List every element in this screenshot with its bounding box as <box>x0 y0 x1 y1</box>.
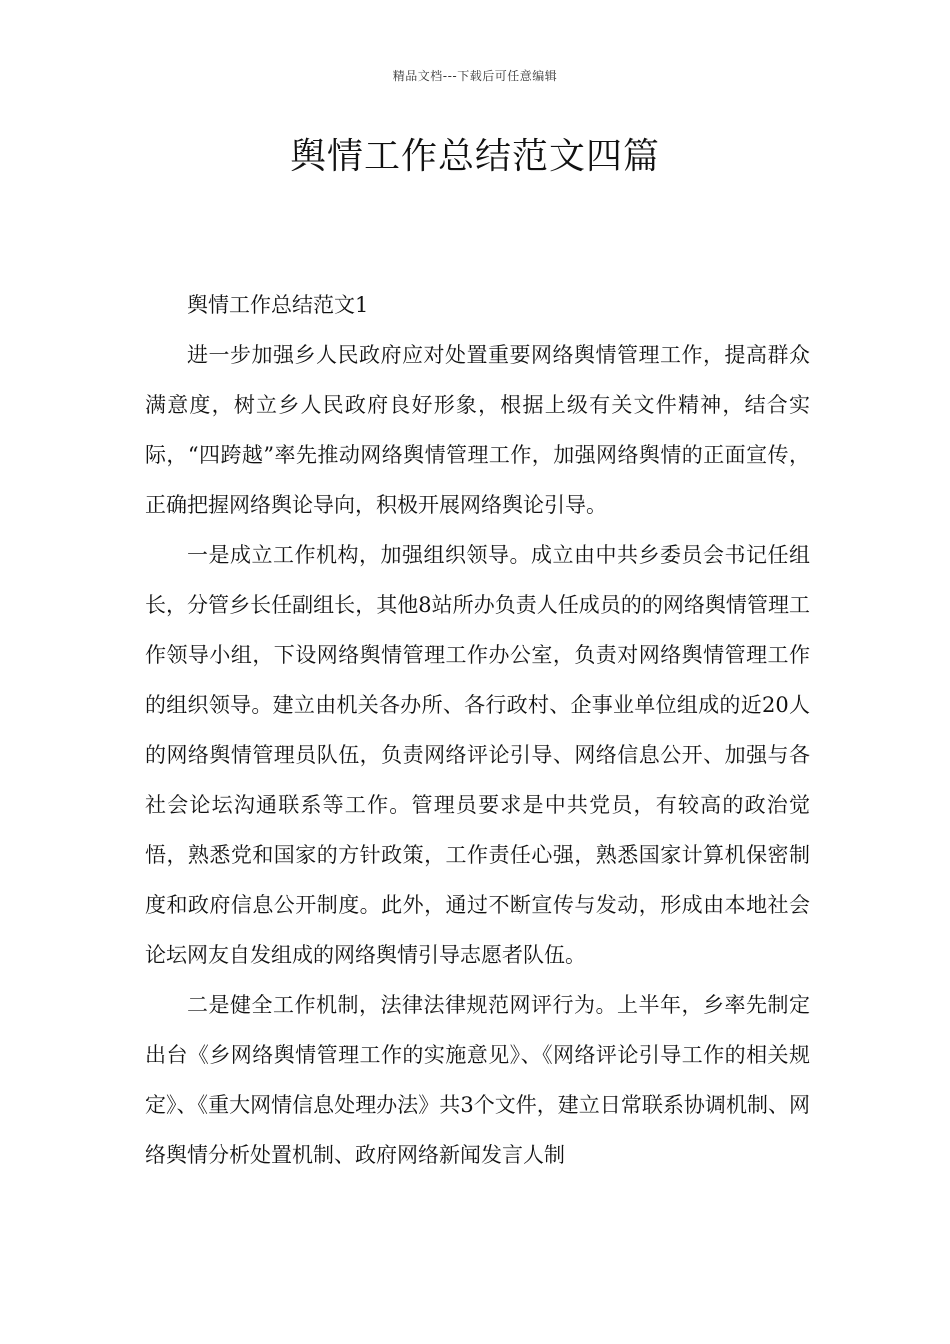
document-body <box>145 280 810 1180</box>
document-title: 舆情工作总结范文四篇 <box>289 136 660 177</box>
header-note: 精品文档---下载后可任意编辑 <box>392 69 558 83</box>
paragraph: 二是健全工作机制，法律法律规范网评行为。上半年，乡率先制定出台《乡网络舆情管理工作的实施意见》、《网络评论引导工作的相关规定》、《重大网情信息处理办法》共3个文件，建立日常联系协调机制、网络舆情分析处置机制、政府网络新闻发言人制 <box>145 993 810 1167</box>
paragraph: 一是成立工作机构，加强组织领导。成立由中共乡委员会书记任组长，分管乡长任副组长，其他8站所办负责人任成员的的网络舆情管理工作领导小组，下设网络舆情管理工作办公室，负责对网络舆情管理工作的组织领导。建立由机关各办所、各行政村、企事业单位组成的近20人的网络舆情管理员队伍，负责网络评论引导、网络信息公开、加强与各社会论坛沟通联系等工作。管理员要求是中共党员，有较高的政治觉悟，熟悉党和国家的方针政策，工作责任心强，熟悉国家计算机保密制度和政府信息公开制度。此外，通过不断宣传与发动，形成由本地社会论坛网友自发组成的网络舆情引导志愿者队伍。 <box>145 543 810 967</box>
paragraph: 进一步加强乡人民政府应对处置重要网络舆情管理工作，提高群众满意度，树立乡人民政府良好形象，根据上级有关文件精神，结合实际，“四跨越”率先推动网络舆情管理工作，加强网络舆情的正面宣传，正确把握网络舆论导向，积极开展网络舆论引导。 <box>145 343 810 517</box>
section-heading: 舆情工作总结范文1 <box>187 293 369 317</box>
